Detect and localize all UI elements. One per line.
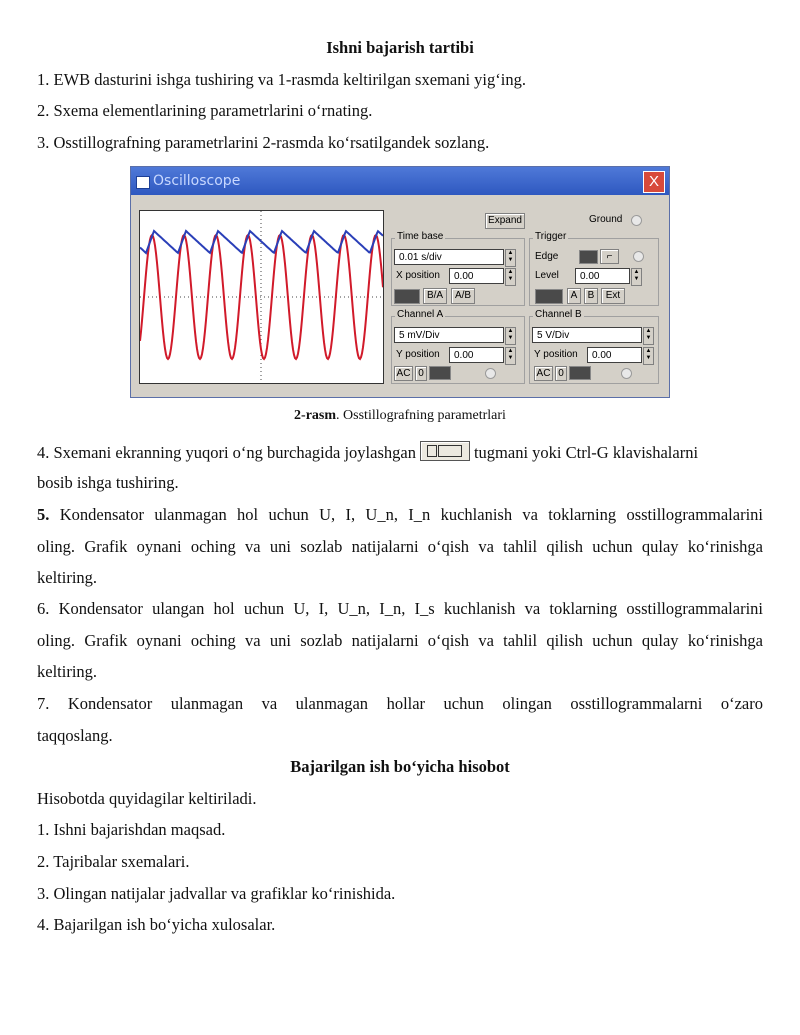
level-label: Level <box>535 270 559 281</box>
ground-terminal[interactable] <box>631 215 642 226</box>
time-base-spinner[interactable]: ▲ ▼ <box>505 249 516 267</box>
step-5-line-3: keltiring. <box>37 568 98 587</box>
trigger-label: Trigger <box>535 231 567 242</box>
trigger-ext-button[interactable]: Ext <box>601 288 625 304</box>
window-icon <box>136 176 150 189</box>
report-intro: Hisobotda quyidagilar keltiriladi. <box>37 789 257 808</box>
step-2: 2. Sxema elementlarining parametrlarini o‘rnating. <box>37 101 373 120</box>
close-button[interactable]: X <box>643 171 665 193</box>
step-3: 3. Osstillografning parametrlarini 2-rasmda ko‘rsatilgandek sozlang. <box>37 133 490 152</box>
step-7-line-2: taqqoslang. <box>37 726 113 745</box>
report-item-4: 4. Bajarilgan ish bo‘yicha xulosalar. <box>37 915 276 934</box>
level-field[interactable]: 0.00 <box>575 268 630 284</box>
time-base-field[interactable]: 0.01 s/div <box>394 249 504 265</box>
channel-a-ac-button[interactable]: AC <box>394 366 413 381</box>
figure-caption-text: . Osstillografning parametrlari <box>336 408 506 423</box>
step-4-text-a: 4. Sxemani ekranning yuqori o‘ng burchagida joylashgan <box>37 443 416 462</box>
channel-a-ypos-spinner[interactable]: ▲ ▼ <box>505 347 516 365</box>
time-base-label: Time base <box>397 231 444 242</box>
x-position-field[interactable]: 0.00 <box>449 268 504 284</box>
report-heading: Bajarilgan ish bo‘yicha hisobot <box>290 757 510 776</box>
step-5-number: 5. <box>37 505 50 524</box>
oscilloscope-toolbar-icon <box>420 441 470 461</box>
channel-a-label: Channel A <box>397 309 444 320</box>
oscilloscope-titlebar <box>131 167 669 195</box>
channel-a-scale-field[interactable]: 5 mV/Div <box>394 327 504 343</box>
figure-caption <box>0 408 800 424</box>
report-item-3: 3. Olingan natijalar jadvallar va grafiklar ko‘rinishida. <box>37 884 396 903</box>
channel-a-ypos-label: Y position <box>396 349 440 360</box>
channel-a-terminal[interactable] <box>485 368 496 379</box>
channel-a-trace <box>140 235 383 359</box>
step-5-line-2: oling. Grafik oynani oching va uni sozlab natijalarni o‘qish va tahlil qilish uchun qulay ko‘rinishga <box>37 537 763 556</box>
ground-label: Ground <box>589 214 623 225</box>
step-1: 1. EWB dasturini ishga tushiring va 1-rasmda keltirilgan sxemani yig‘ing. <box>37 70 526 89</box>
oscilloscope-title: Oscilloscope <box>153 173 241 189</box>
channel-b-ypos-spinner[interactable]: ▲ ▼ <box>643 347 654 365</box>
step-6-line-1: 6. Kondensator ulangan hol uchun U, I, U_n, I_n, I_s kuchlanish va toklarning osstillogrammalarini <box>37 599 763 618</box>
step-5-line-1 <box>37 505 763 525</box>
oscilloscope-window <box>130 166 670 398</box>
oscilloscope-screen <box>139 210 384 384</box>
step-4-line-2: bosib ishga tushiring. <box>37 473 179 492</box>
trigger-a-button[interactable]: A <box>567 288 581 304</box>
channel-a-spinner[interactable]: ▲ ▼ <box>505 327 516 345</box>
expand-button[interactable]: Expand <box>485 213 525 229</box>
trigger-b-button[interactable]: B <box>584 288 598 304</box>
channel-b-ypos-field[interactable]: 0.00 <box>587 347 642 363</box>
channel-a-zero-button[interactable]: 0 <box>415 366 427 381</box>
mode-yt-button[interactable] <box>394 289 420 304</box>
mode-ba-button[interactable]: B/A <box>423 288 447 304</box>
channel-b-terminal[interactable] <box>621 368 632 379</box>
step-4-line-1 <box>37 441 763 463</box>
channel-b-scale-field[interactable]: 5 V/Div <box>532 327 642 343</box>
x-position-label: X position <box>396 270 440 281</box>
channel-a-ypos-field[interactable]: 0.00 <box>449 347 504 363</box>
edge-terminal[interactable] <box>633 251 644 262</box>
section-heading: Ishni bajarish tartibi <box>326 38 474 57</box>
mode-ab-button[interactable]: A/B <box>451 288 475 304</box>
channel-a-dc-button[interactable] <box>429 366 451 380</box>
x-position-spinner[interactable]: ▲ ▼ <box>505 268 516 286</box>
edge-falling-button[interactable]: ⌐ <box>600 249 619 264</box>
figure-caption-number: 2-rasm <box>294 408 337 423</box>
trigger-auto-button[interactable] <box>535 289 563 304</box>
step-4-text-b: tugmani yoki Ctrl-G klavishalarni <box>473 443 699 462</box>
channel-b-ypos-label: Y position <box>534 349 578 360</box>
step-6-line-2: oling. Grafik oynani oching va uni sozlab natijalarni o‘qish va tahlil qilish uchun qulay ko‘rinishga <box>37 631 763 650</box>
channel-b-label: Channel B <box>535 309 582 320</box>
edge-rising-button[interactable] <box>579 250 598 264</box>
edge-label: Edge <box>535 251 559 262</box>
step-5-text: Kondensator ulanmagan hol uchun U, I, U_n, I_n kuchlanish va toklarning osstillogrammalarini <box>59 505 764 524</box>
report-item-1: 1. Ishni bajarishdan maqsad. <box>37 820 226 839</box>
step-6-line-3: keltiring. <box>37 662 98 681</box>
channel-b-zero-button[interactable]: 0 <box>555 366 567 381</box>
channel-b-spinner[interactable]: ▲ ▼ <box>643 327 654 345</box>
channel-b-ac-button[interactable]: AC <box>534 366 553 381</box>
step-7-line-1: 7. Kondensator ulanmagan va ulanmagan hollar uchun olingan osstillogrammalarni o‘zaro <box>37 694 763 713</box>
level-spinner[interactable]: ▲ ▼ <box>631 268 642 286</box>
report-item-2: 2. Tajribalar sxemalari. <box>37 852 190 871</box>
channel-b-dc-button[interactable] <box>569 366 591 380</box>
